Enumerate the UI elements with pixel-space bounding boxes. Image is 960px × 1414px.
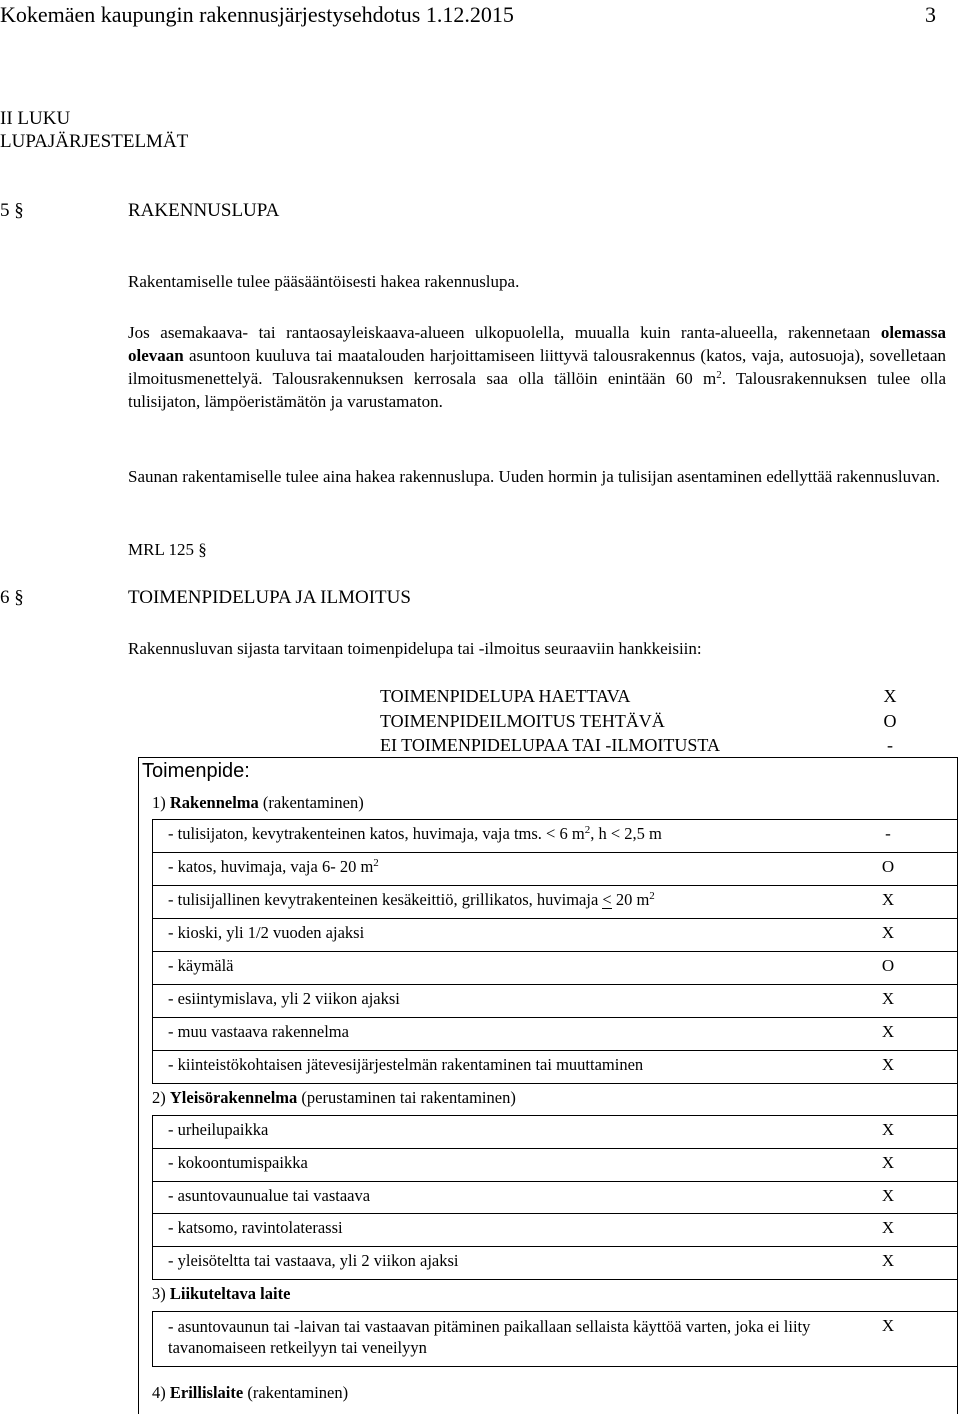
table-row: - asuntovaunun tai -laivan tai vastaavan pitäminen paikallaan sellaista käyttöä varten, joka ei liity tavanomaiseen retkeilyyn tai veneilyyn X (152, 1311, 958, 1366)
legend-row: EI TOIMENPIDELUPAA TAI -ILMOITUSTA - (380, 735, 893, 755)
category-liikuteltava-laite: 3) Liikuteltava laite (152, 1284, 291, 1303)
section-number: 5 § (0, 200, 24, 221)
document-title: Kokemäen kaupungin rakennusjärjestysehdotus 1.12.2015 (0, 2, 514, 27)
category-yleisorakennelma: 2) Yleisörakennelma (perustaminen tai rakentaminen) (152, 1088, 516, 1107)
section-number: 6 § (0, 587, 24, 608)
section-title: TOIMENPIDELUPA JA ILMOITUS (128, 587, 411, 608)
section-6-intro: Rakennusluvan sijasta tarvitaan toimenpidelupa tai -ilmoitus seuraaviin hankkeisiin: (128, 639, 702, 658)
legend (380, 684, 900, 758)
table-row: - urheilupaikka X (152, 1115, 958, 1148)
chapter-title: LUPAJÄRJESTELMÄT (0, 131, 189, 152)
table-row: - katsomo, ravintolaterassi X (152, 1213, 958, 1246)
section-title: RAKENNUSLUPA (128, 200, 280, 221)
section-5-paragraph-1: Jos asemakaava- tai rantaosayleiskaava-alueen ulkopuolella, muualla kuin ranta-alueella, rakennetaan olemassa olevaan asuntoon kuuluva tai maatalouden harjoittamiseen liittyvä talousrakennus (katos, vaja, autosuoja), sovelletaan ilmoitusmenettelyä. Talousrakennuksen kerrosala saa olla tällöin enintään 60 $m^2$. Talousrakennuksen tulee olla tulisijaton, lämpöeristämätön ja varustamaton. (128, 323, 947, 411)
table-row: - esiintymislava, yli 2 viikon ajaksi X (152, 984, 958, 1017)
legend-row: TOIMENPIDELUPA HAETTAVA X (380, 686, 897, 706)
legend-row: TOIMENPIDEILMOITUS TEHTÄVÄ O (380, 710, 897, 731)
table-row: - tulisijaton, kevytrakenteinen katos, huvimaja, vaja tms. < 6 $m^2$, h < 2,5 m - (152, 819, 958, 852)
table-row: - asuntovaunualue tai vastaava X (152, 1181, 958, 1214)
chapter-number: II LUKU (0, 108, 71, 129)
table-row: - muu vastaava rakennelma X (152, 1017, 958, 1050)
page-number: 3 (925, 2, 936, 27)
section-5-intro: Rakentamiselle tulee pääsääntöisesti hakea rakennuslupa. (128, 272, 520, 291)
table-row: - katos, huvimaja, vaja 6- 20 $m^2$ O (152, 852, 958, 885)
row-divider (152, 1366, 958, 1367)
row-divider (152, 1279, 958, 1280)
table-row: - kiinteistökohtaisen jätevesijärjestelmän rakentaminen tai muuttaminen X (152, 1050, 958, 1083)
table-row: - käymälä O (152, 951, 958, 984)
section-5-reference: MRL 125 § (128, 540, 207, 559)
table-row: - yleisöteltta tai vastaava, yli 2 viikon ajaksi X (152, 1246, 958, 1279)
category-erillislaite: 4) Erillislaite (rakentaminen) (152, 1383, 349, 1402)
row-divider (152, 1083, 958, 1084)
table-row: - kioski, yli 1/2 vuoden ajaksi X (152, 918, 958, 951)
table-row: - tulisijallinen kevytrakenteinen kesäkeittiö, grillikatos, huvimaja < 20 $m^2$ X (152, 885, 958, 918)
table-header: Toimenpide: (142, 760, 250, 782)
section-5-paragraph-2: Saunan rakentamiselle tulee aina hakea rakennuslupa. Uuden hormin ja tulisijan asentaminen edellyttää rakennusluvan. (128, 467, 940, 486)
page-header (0, 2, 960, 30)
table-row: - kokoontumispaikka X (152, 1148, 958, 1181)
category-rakennelma: 1) Rakennelma (rakentaminen) (152, 793, 364, 812)
